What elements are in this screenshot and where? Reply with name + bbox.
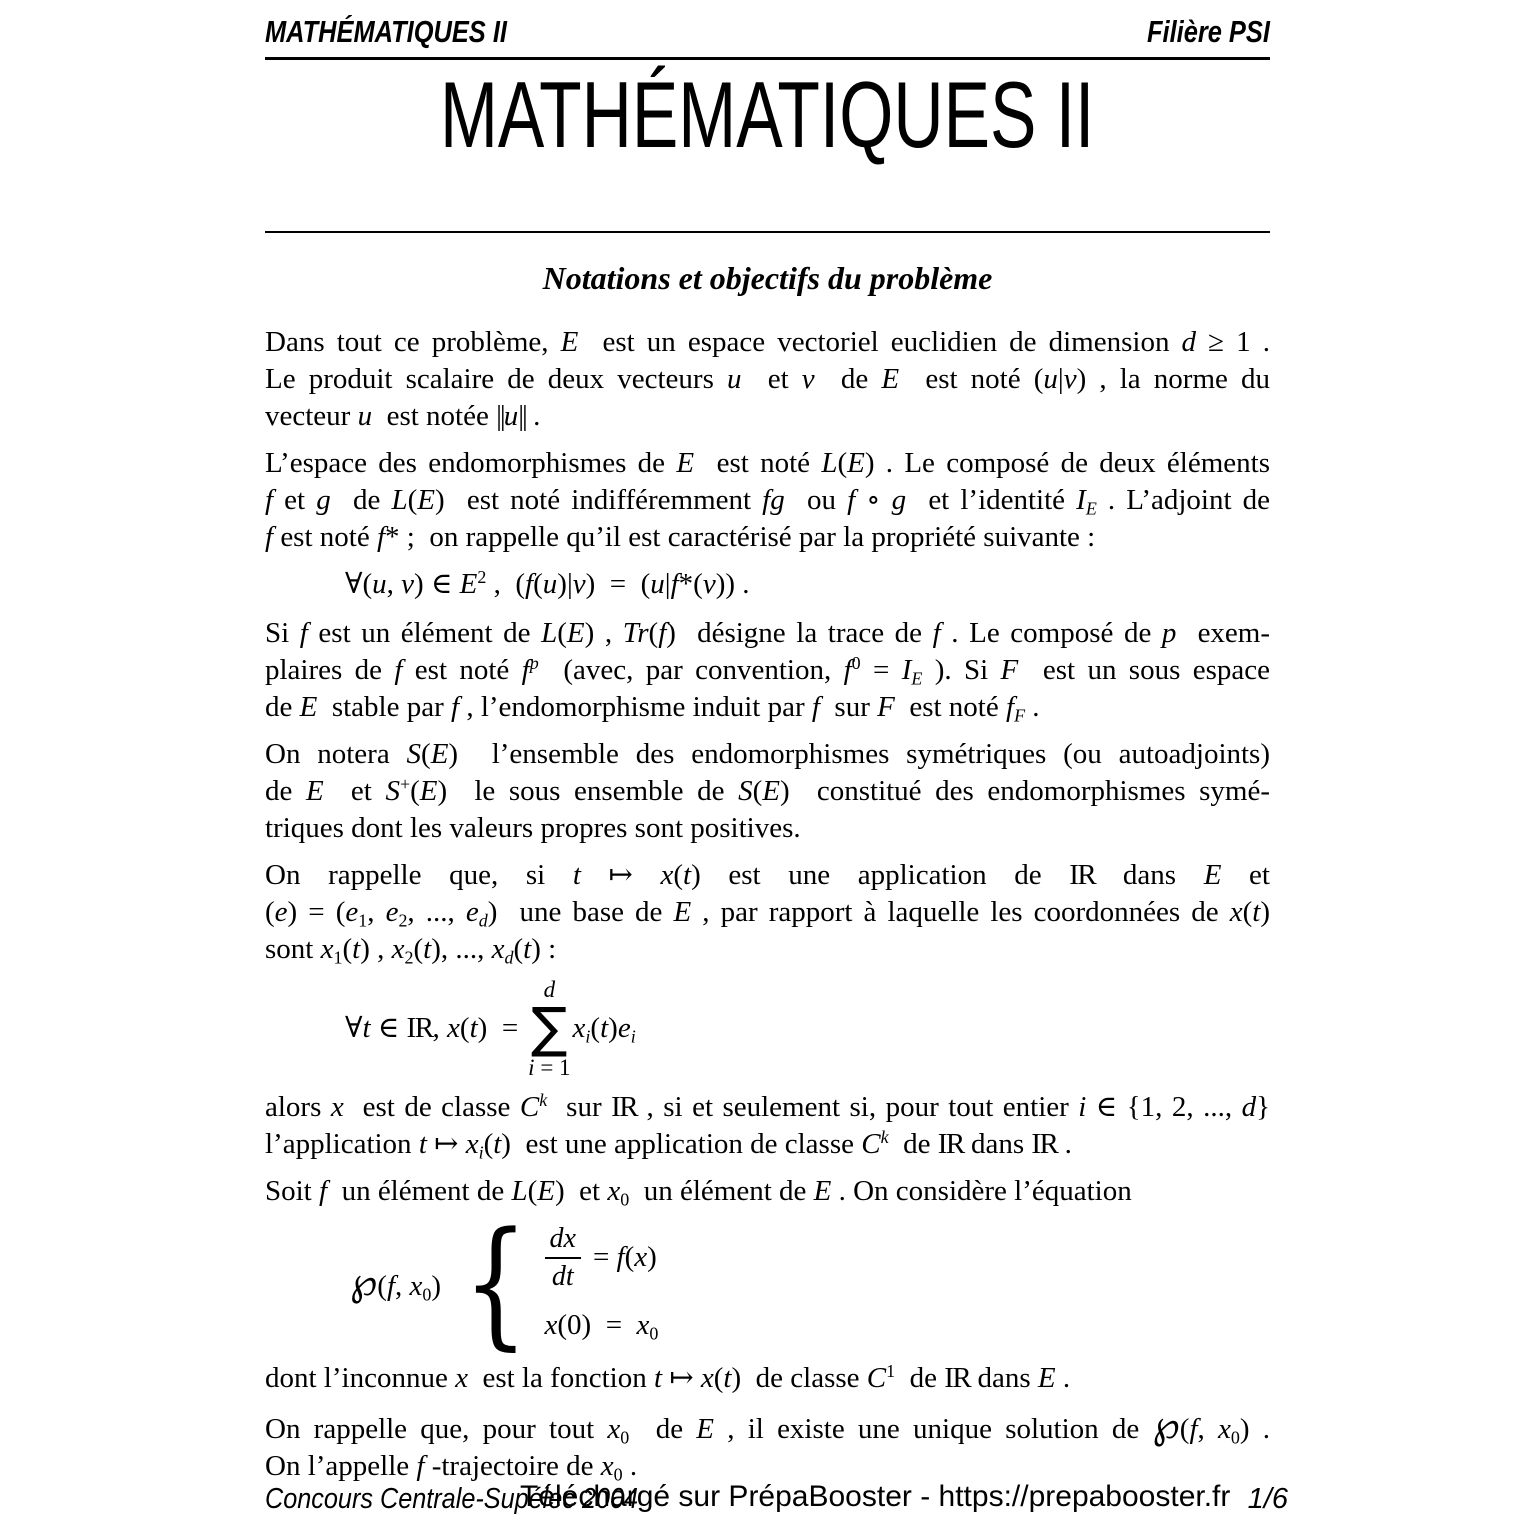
system-brace: { — [463, 1203, 529, 1365]
page-number: 1/6 — [1247, 1483, 1288, 1515]
sum-rhs: $x_i(t)e_i$ — [572, 1012, 636, 1047]
paragraph-coordonnees — [265, 857, 1270, 968]
watermark-prepabooster: Téléchargé sur PrépaBooster - https://prepabooster.fr — [520, 1480, 1231, 1513]
text-line: Soit f un élément de L(E) et $x_0$ un élément de E . On considère l’équation — [265, 1175, 1132, 1210]
text-line: dont l’inconnue x est la fonction t ↦ x(t) de classe $C^1$ de IR dans E . — [265, 1361, 1071, 1395]
header-filiere: Filière PSI — [1147, 14, 1270, 49]
sum-lower-bound: i = 1 — [528, 1055, 571, 1081]
text-line: triques dont les valeurs propres sont positives. — [265, 812, 801, 844]
text-line: f et g de L(E) est noté indifféremment fg ou f ∘ g et l’identité $I_E$ . L’adjoint de — [265, 484, 1271, 519]
paragraph-classe-ck — [265, 1089, 1270, 1163]
document-body — [265, 324, 1270, 1495]
ode-rhs: = f(x) — [592, 1241, 657, 1274]
probleme-label: ℘(f, $x_0$) — [350, 1259, 442, 1305]
text-line: Si f est un élément de L(E) , Tr(f) désigne la trace de f . Le composé de p exem- — [265, 617, 1271, 649]
derivative-fraction — [545, 1224, 581, 1291]
paragraph-inconnue — [265, 1360, 1270, 1397]
text-line: l’application t ↦ $x_i(t)$ est une application de classe $C^k$ de IR dans IR . — [265, 1127, 1072, 1163]
paragraph-endomorphismes — [265, 445, 1270, 556]
text-line: de E stable par f , l’endomorphisme induit par f sur F est noté $f_F$ . — [265, 691, 1040, 726]
footer-concours: Concours Centrale-Supélec 2004 — [265, 1483, 639, 1515]
paragraph-espace-euclidien — [265, 324, 1270, 435]
sigma-symbol: ∑ — [531, 996, 568, 1059]
equation-adjoint: ∀(u, v) ∈ $E^2$ , (f(u)|v) = (u|f*(v)) . — [345, 567, 750, 600]
header-doc-title: MATHÉMATIQUES II — [265, 14, 507, 49]
paragraph-trace — [265, 615, 1270, 726]
text-line: sont $x_1(t)$ , $x_2(t)$, ..., $x_d(t)$ : — [265, 933, 557, 968]
paragraph-symetriques — [265, 736, 1270, 847]
text-line: On l’appelle f -trajectoire de $x_0$ . — [265, 1450, 638, 1485]
section-heading: Notations et objectifs du problème — [542, 260, 993, 296]
fraction-denominator: dt — [551, 1260, 574, 1292]
text-line: On rappelle que, pour tout $x_0$ de E , il existe une unique solution de ℘(f, $x_0$) . — [265, 1403, 1270, 1449]
text-line: de E et S+(E) le sous ensemble de S(E) constitué des endomorphismes symé- — [265, 774, 1271, 807]
text-line: On rappelle que, si t ↦ x(t) est une application de IR dans E et — [265, 859, 1270, 891]
equation-systeme — [265, 1203, 1270, 1365]
text-line: L’espace des endomorphismes de E est noté L(E) . Le composé de deux éléments — [265, 447, 1270, 479]
text-line: On notera S(E) l’ensemble des endomorphismes symétriques (ou autoadjoints) — [265, 738, 1270, 770]
equation-somme — [265, 978, 1270, 1079]
text-line: alors x est de classe $C^k$ sur IR , si et seulement si, pour tout entier i ∈ {1, 2, ..., d} — [265, 1090, 1270, 1124]
sum-upper-bound: d — [543, 977, 556, 1002]
page-title: MATHÉMATIQUES II — [440, 62, 1095, 167]
text-line: plaires de f est noté $f^p$ (avec, par convention, $f^0 = I_E$ ). Si F est un sous espace — [265, 653, 1270, 689]
sum-lhs: ∀t ∈ IR, x(t) = — [345, 1012, 519, 1045]
system-line-initial: $x(0) = x_0$ — [544, 1309, 659, 1344]
text-line: Le produit scalaire de deux vecteurs u et v de E est noté (u|v) , la norme du — [265, 363, 1270, 395]
paragraph-trajectoire — [265, 1403, 1270, 1485]
paragraph-equation-intro — [265, 1173, 1270, 1210]
title-rule — [265, 231, 1270, 233]
system-lines — [545, 1224, 659, 1344]
fraction-numerator: dx — [545, 1224, 581, 1258]
running-header — [265, 14, 1270, 50]
text-line: $(e) = (e_1$, $e_2$, ..., $e_d$) une base de E , par rapport à laquelle les coordonnées de x(t) — [265, 896, 1271, 931]
text-line: f est noté f* ; on rappelle qu’il est caractérisé par la propriété suivante : — [265, 521, 1096, 553]
sum-operator — [528, 978, 570, 1079]
text-line: vecteur u est notée ||u|| . — [265, 400, 541, 432]
system-line-ode — [545, 1224, 659, 1291]
text-line: Dans tout ce problème, E est un espace vectoriel euclidien de dimension d ≥ 1 . — [265, 326, 1270, 358]
header-rule — [265, 57, 1270, 60]
